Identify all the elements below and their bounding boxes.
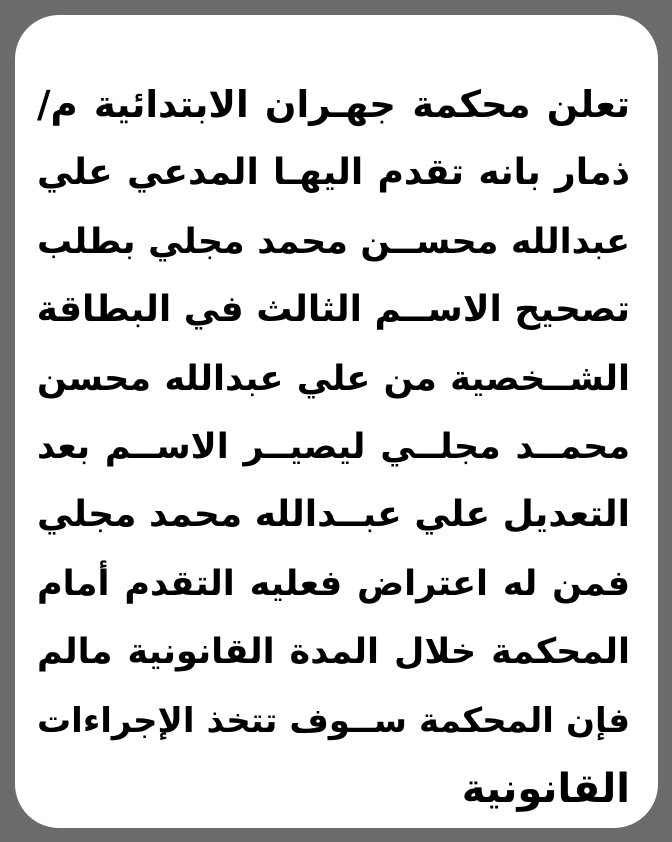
notice-line-1: تعلن محكمة جهـران الابتدائية م/ [37, 83, 630, 126]
notice-line-10: فإن المحكمة ســوف تتخذ الإجراءات [37, 700, 630, 741]
notice-line-2: ذمار بانه تقدم اليهـا المدعي علي [37, 152, 630, 194]
notice-line-8: فمن له اعتراض فعليه التقدم أمام [37, 563, 630, 604]
notice-line-9: المحكمة خلال المدة القانونية مالم [37, 632, 630, 673]
notice-line-4: تصحيح الاســم الثالث في البطاقة [36, 289, 630, 331]
notice-text [37, 71, 630, 823]
notice-line-7: التعديل علي عبــدالله محمد مجلي [37, 494, 630, 536]
notice-line-6: محمــد مجلــي ليصيــر الاســم بعد [37, 426, 630, 467]
notice-line-5: الشــخصية من علي عبدالله محسن [37, 358, 630, 399]
notice-card [15, 15, 658, 828]
notice-line-11: القانونية [461, 765, 630, 812]
notice-line-3: عبدالله محســن محمد مجلي بطلب [37, 221, 630, 262]
